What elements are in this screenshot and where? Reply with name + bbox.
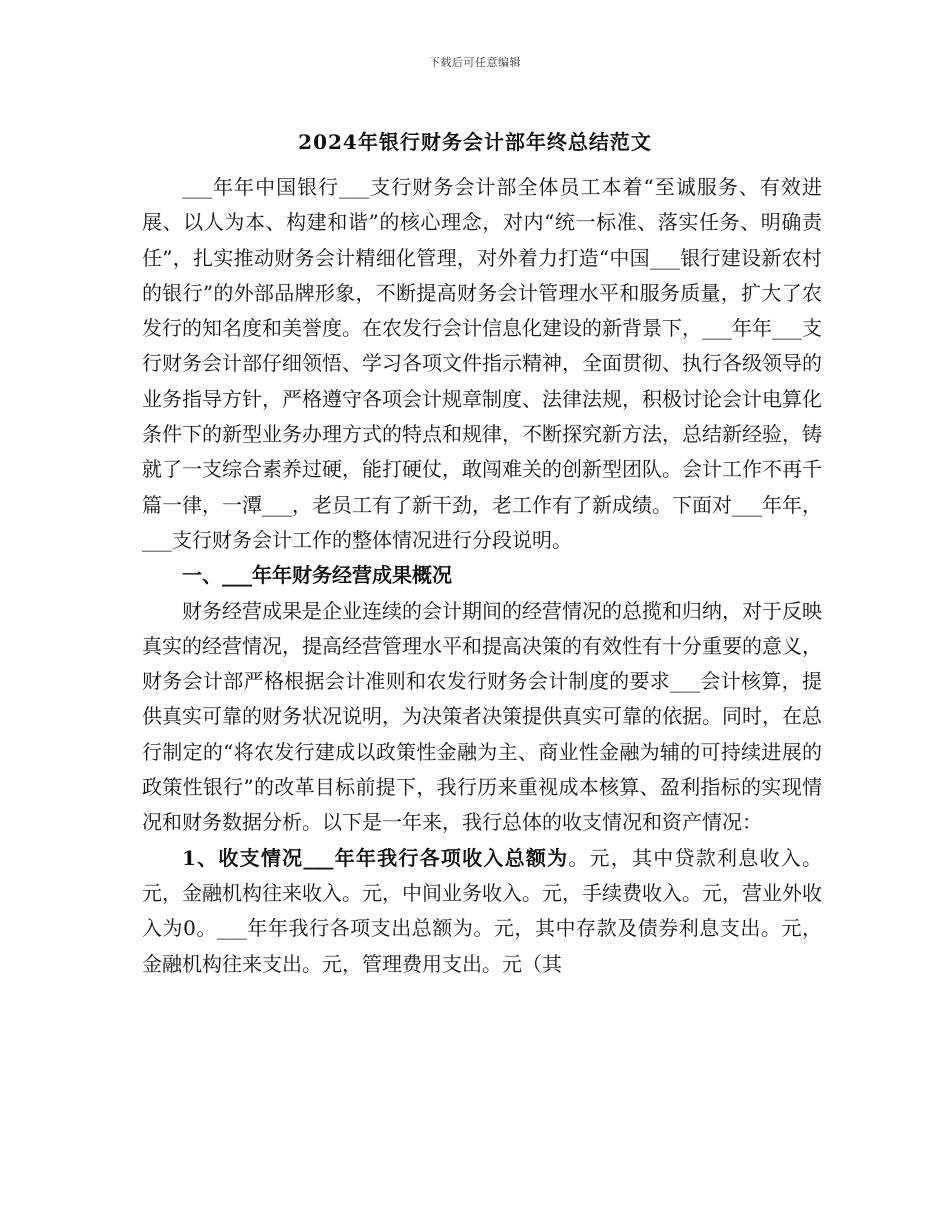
income-expense-paragraph [142,841,822,982]
intro-paragraph: ___年年中国银行___支行财务会计部全体员工本着“至诚服务、有效进展、以人为本、构建和谐”的核心理念，对内“统一标准、落实任务、明确责任”，扎实推动财务会计精细化管理，对外着力打造“中国___银行建设新农村的银行”的外部品牌形象，不断提高财务会计管理水平和服务质量，扩大了农发行的知名度和美誉度。在农发行会计信息化建设的新背景下，___年年___支行财务会计部仔细领悟、学习各项文件指示精神，全面贯彻、执行各级领导的业务指导方针，严格遵守各项会计规章制度、法律法规，积极讨论会计电算化条件下的新型业务办理方式的特点和规律，不断探究新方法，总结新经验，铸就了一支综合素养过硬，能打硬仗，敢闯难关的创新型团队。会计工作不再千篇一律，一潭___，老员工有了新干劲，老工作有了新成绩。下面对___年年，___支行财务会计工作的整体情况进行分段说明。 [142,175,822,552]
financial-results-paragraph: 财务经营成果是企业连续的会计期间的经营情况的总揽和归纳，对于反映真实的经营情况，提高经营管理水平和提高决策的有效性有十分重要的意义，财务会计部严格根据会计准则和农发行财务会计制度的要求___会计核算，提供真实可靠的财务状况说明，为决策者决策提供真实可靠的依据。同时，在总行制定的“将农发行建成以政策性金融为主、商业性金融为辅的可持续进展的政策性银行”的改革目标前提下，我行历来重视成本核算、盈利指标的实现情况和财务数据分析。以下是一年来，我行总体的收支情况和资产情况： [142,598,822,835]
income-expense-text: 。元，其中贷款利息收入。元，金融机构往来收入。元，中间业务收入。元，手续费收入。元，营业外收入为0。___年年我行各项支出总额为。元，其中存款及债券利息支出。元，金融机构往来支出。元，管理费用支出。元（其 [142,845,822,976]
section-heading-1: 一、___年年财务经营成果概况 [182,563,452,588]
document-title: 2024年银行财务会计部年终总结范文 [298,130,652,154]
page-header-note: 下载后可任意编辑 [429,56,521,69]
document-body [142,170,822,982]
income-expense-lead: 1、收支情况___年年我行各项收入总额为 [182,845,569,870]
